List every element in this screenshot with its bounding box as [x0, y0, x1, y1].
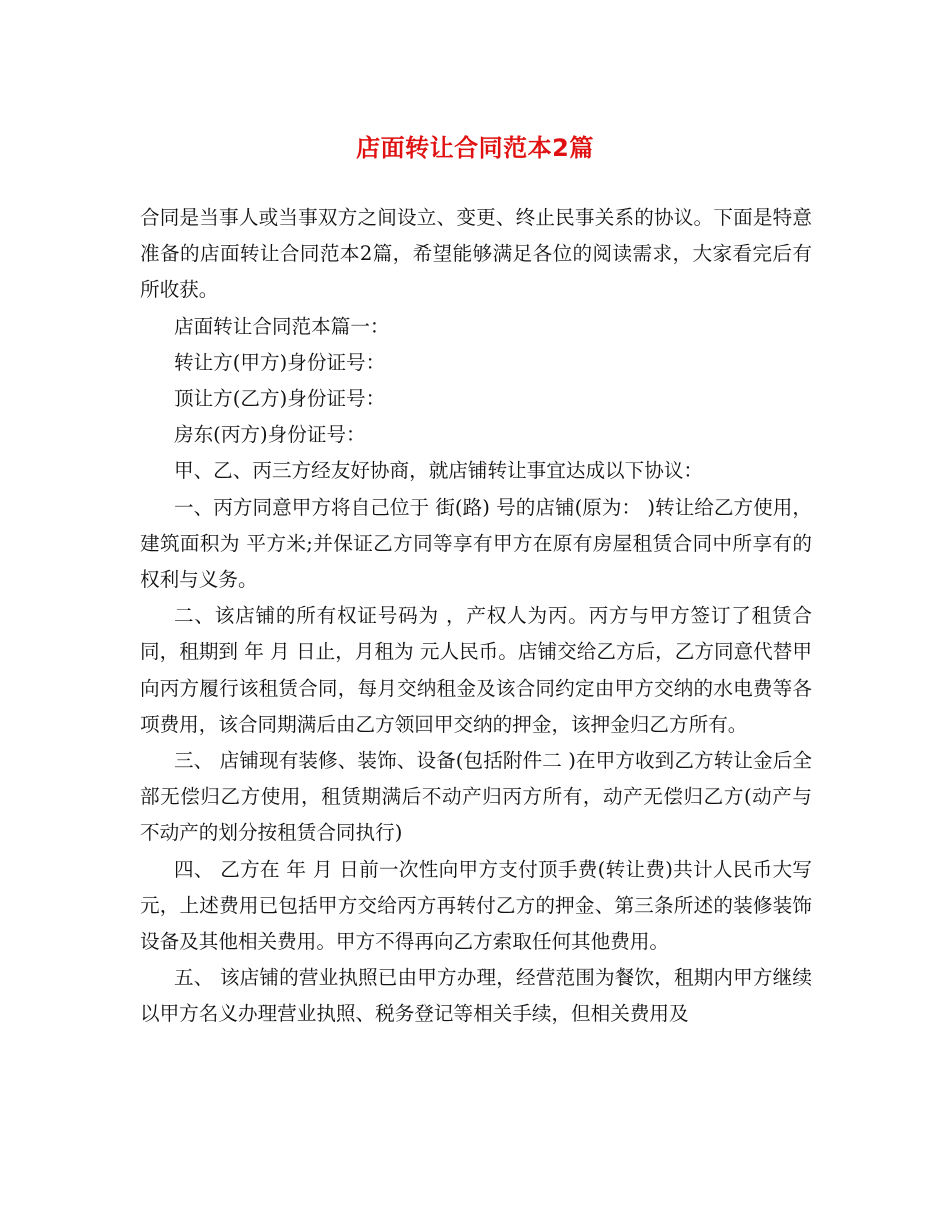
paragraph: 房东(丙方)身份证号：: [174, 423, 366, 447]
paragraph: 五、 该店铺的营业执照已由甲方办理，经营范围为餐饮，租期内甲方继续以甲方名义办理营业执照、税务登记等相关手续，但相关费用及: [140, 966, 812, 1026]
document-title: 店面转让合同范本2篇: [356, 134, 594, 162]
paragraph: 甲、乙、丙三方经友好协商，就店铺转让事宜达成以下协议：: [174, 459, 704, 483]
paragraph: 合同是当事人或当事双方之间设立、变更、终止民事关系的协议。下面是特意准备的店面转让合同范本2篇，希望能够满足各位的阅读需求，大家看完后有所收获。: [140, 206, 812, 302]
paragraph: 一、丙方同意甲方将自己位于 街(路) 号的店铺(原为： )转让给乙方使用，建筑面积为 平方米;并保证乙方同等享有甲方在原有房屋租赁合同中所享有的权利与义务。: [140, 495, 812, 592]
paragraph: 店面转让合同范本篇一：: [174, 314, 390, 338]
document-body: [140, 200, 812, 1033]
paragraph: 顶让方(乙方)身份证号：: [174, 387, 386, 411]
paragraph: 转让方(甲方)身份证号：: [174, 350, 386, 374]
paragraph: 三、 店铺现有装修、装饰、设备(包括附件二 )在甲方收到乙方转让金后全部无偿归乙方使用，租赁期满后不动产归丙方所有，动产无偿归乙方(动产与不动产的划分按租赁合同执行): [140, 749, 812, 845]
paragraph: 二、该店铺的所有权证号码为 ，产权人为丙。丙方与甲方签订了租赁合同，租期到 年 月 日止，月租为 元人民币。店铺交给乙方后，乙方同意代替甲向丙方履行该租赁合同，每月交纳租金及该合同约定由甲方交纳的水电费等各项费用，该合同期满后由乙方领回甲交纳的押金，该押金归乙方所有。: [140, 604, 812, 736]
paragraph: 四、 乙方在 年 月 日前一次性向甲方支付顶手费(转让费)共计人民币大写 元，上述费用已包括甲方交给丙方再转付乙方的押金、第三条所述的装修装饰设备及其他相关费用。甲方不得再向乙方索取任何其他费用。: [140, 857, 812, 954]
